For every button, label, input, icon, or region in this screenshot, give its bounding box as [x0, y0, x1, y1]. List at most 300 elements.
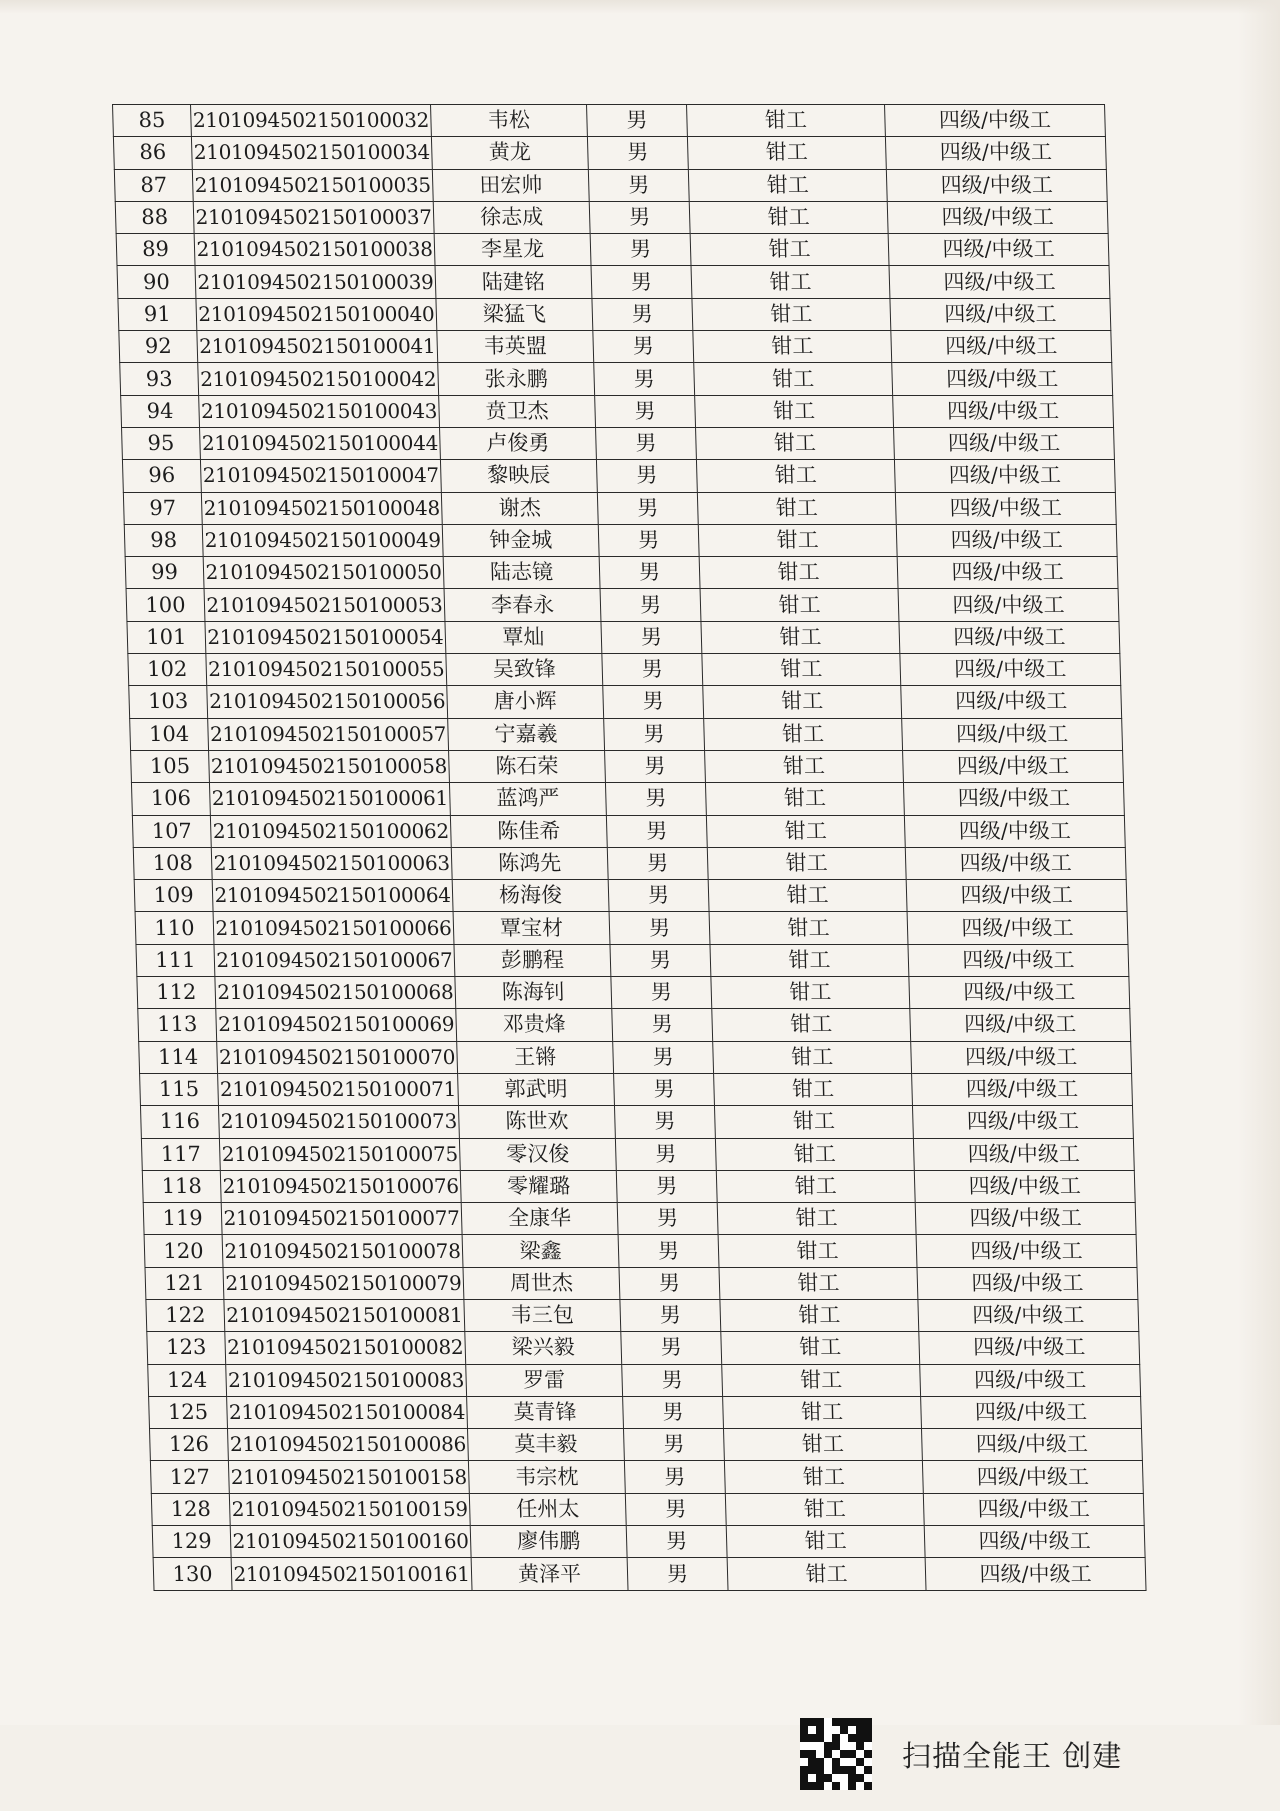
- gender-cell: 男: [598, 524, 699, 556]
- person-name-cell: 宁嘉羲: [448, 718, 605, 750]
- qr-code-icon: [800, 1718, 872, 1790]
- gender-cell: 男: [606, 815, 707, 847]
- trade-cell: 钳工: [714, 1073, 913, 1105]
- table-row: [144, 1235, 1137, 1267]
- row-number-cell: 101: [127, 621, 206, 653]
- table-row: [149, 1396, 1142, 1428]
- person-name-cell: 徐志成: [433, 201, 590, 233]
- person-name-cell: 王锵: [457, 1041, 614, 1073]
- qr-module: [816, 1758, 824, 1766]
- skill-level-cell: 四级/中级工: [906, 880, 1127, 912]
- qr-module: [848, 1782, 856, 1790]
- row-number-cell: 92: [119, 331, 198, 363]
- qr-module: [856, 1758, 864, 1766]
- row-number-cell: 116: [140, 1106, 219, 1138]
- qr-module: [856, 1766, 864, 1774]
- gender-cell: 男: [616, 1170, 717, 1202]
- person-name-cell: 陆建铭: [435, 266, 592, 298]
- qr-module: [808, 1766, 816, 1774]
- gender-cell: 男: [622, 1364, 723, 1396]
- gender-cell: 男: [589, 201, 690, 233]
- person-name-cell: 莫青锋: [467, 1396, 624, 1428]
- row-number-cell: 104: [130, 718, 209, 750]
- qr-module: [856, 1734, 864, 1742]
- row-number-cell: 127: [150, 1461, 229, 1493]
- skill-level-cell: 四级/中级工: [892, 363, 1113, 395]
- skill-level-cell: 四级/中级工: [915, 1203, 1136, 1235]
- qr-module: [856, 1782, 864, 1790]
- gender-cell: 男: [624, 1461, 725, 1493]
- trade-cell: 钳工: [713, 1041, 912, 1073]
- qr-module: [824, 1774, 832, 1782]
- skill-level-cell: 四级/中级工: [923, 1493, 1144, 1525]
- trade-cell: 钳工: [694, 363, 893, 395]
- qr-module: [808, 1734, 816, 1742]
- trade-cell: 钳工: [709, 912, 908, 944]
- skill-level-cell: 四级/中级工: [911, 1041, 1132, 1073]
- gender-cell: 男: [593, 331, 694, 363]
- qr-module: [816, 1774, 824, 1782]
- qr-module: [864, 1782, 872, 1790]
- certificate-id-cell: 2101094502150100075: [219, 1138, 460, 1170]
- trade-cell: 钳工: [723, 1396, 922, 1428]
- skill-level-cell: 四级/中级工: [901, 686, 1122, 718]
- gender-cell: 男: [624, 1429, 725, 1461]
- person-name-cell: 周世杰: [463, 1267, 620, 1299]
- trade-cell: 钳工: [719, 1267, 918, 1299]
- table-row: [146, 1299, 1139, 1331]
- row-number-cell: 91: [118, 298, 197, 330]
- table-row: [113, 137, 1106, 169]
- qr-module: [824, 1782, 832, 1790]
- gender-cell: 男: [595, 395, 696, 427]
- table-row: [124, 524, 1117, 556]
- gender-cell: 男: [605, 783, 706, 815]
- table-row: [135, 912, 1128, 944]
- person-name-cell: 蓝鸿严: [449, 783, 606, 815]
- gender-cell: 男: [588, 169, 689, 201]
- table-row: [119, 331, 1112, 363]
- certificate-id-cell: 2101094502150100082: [225, 1332, 466, 1364]
- trade-cell: 钳工: [720, 1299, 919, 1331]
- skill-level-cell: 四级/中级工: [920, 1364, 1141, 1396]
- table-row: [151, 1493, 1144, 1525]
- table-row: [138, 1009, 1131, 1041]
- qr-module: [800, 1782, 808, 1790]
- row-number-cell: 124: [148, 1364, 227, 1396]
- skill-level-cell: 四级/中级工: [909, 977, 1130, 1009]
- qr-module: [800, 1742, 808, 1750]
- row-number-cell: 114: [139, 1041, 218, 1073]
- trade-cell: 钳工: [705, 750, 904, 782]
- certificate-id-cell: 2101094502150100073: [218, 1106, 459, 1138]
- gender-cell: 男: [609, 912, 710, 944]
- skill-level-cell: 四级/中级工: [890, 298, 1111, 330]
- certificate-id-cell: 2101094502150100057: [208, 718, 449, 750]
- row-number-cell: 121: [145, 1267, 224, 1299]
- certificate-id-cell: 2101094502150100068: [215, 977, 456, 1009]
- qr-module: [824, 1726, 832, 1734]
- certificate-id-cell: 2101094502150100076: [220, 1170, 461, 1202]
- qr-module: [856, 1774, 864, 1782]
- qr-module: [856, 1742, 864, 1750]
- person-name-cell: 陆志镜: [443, 557, 600, 589]
- trade-cell: 钳工: [725, 1493, 924, 1525]
- certificate-id-cell: 2101094502150100043: [199, 395, 440, 427]
- table-row: [136, 944, 1129, 976]
- trade-cell: 钳工: [697, 492, 896, 524]
- qr-module: [832, 1782, 840, 1790]
- table-row: [147, 1332, 1140, 1364]
- skill-level-cell: 四级/中级工: [895, 492, 1116, 524]
- skill-level-cell: 四级/中级工: [918, 1299, 1139, 1331]
- person-name-cell: 任州太: [469, 1493, 626, 1525]
- trade-cell: 钳工: [716, 1170, 915, 1202]
- gender-cell: 男: [614, 1073, 715, 1105]
- gender-cell: 男: [625, 1493, 726, 1525]
- qr-module: [824, 1718, 832, 1726]
- skill-level-cell: 四级/中级工: [897, 557, 1118, 589]
- qr-module: [840, 1766, 848, 1774]
- certificate-id-cell: 2101094502150100079: [223, 1267, 464, 1299]
- certificate-id-cell: 2101094502150100077: [221, 1203, 462, 1235]
- qr-module: [832, 1766, 840, 1774]
- trade-cell: 钳工: [699, 557, 898, 589]
- trade-cell: 钳工: [691, 266, 890, 298]
- qr-module: [816, 1742, 824, 1750]
- person-name-cell: 陈佳希: [450, 815, 607, 847]
- qr-module: [864, 1742, 872, 1750]
- skill-level-cell: 四级/中级工: [886, 169, 1107, 201]
- qr-module: [808, 1758, 816, 1766]
- trade-cell: 钳工: [714, 1106, 913, 1138]
- skill-level-cell: 四级/中级工: [898, 589, 1119, 621]
- table-row: [139, 1041, 1132, 1073]
- person-name-cell: 廖伟鹏: [470, 1526, 627, 1558]
- gender-cell: 男: [587, 105, 688, 137]
- qr-module: [816, 1718, 824, 1726]
- skill-level-cell: 四级/中级工: [924, 1526, 1145, 1558]
- gender-cell: 男: [619, 1267, 720, 1299]
- skill-level-cell: 四级/中级工: [894, 460, 1115, 492]
- qr-module: [832, 1718, 840, 1726]
- table-row: [117, 266, 1110, 298]
- trade-cell: 钳工: [724, 1429, 923, 1461]
- person-name-cell: 韦英盟: [437, 331, 594, 363]
- gender-cell: 男: [591, 266, 692, 298]
- gender-cell: 男: [618, 1235, 719, 1267]
- page-top-shadow: [0, 0, 1280, 14]
- certificate-id-cell: 2101094502150100069: [216, 1009, 457, 1041]
- skill-level-cell: 四级/中级工: [894, 427, 1115, 459]
- qr-module: [816, 1766, 824, 1774]
- person-name-cell: 唐小辉: [447, 686, 604, 718]
- qr-module: [840, 1726, 848, 1734]
- scanner-watermark: 扫描全能王 创建: [902, 1738, 1123, 1773]
- certificate-id-cell: 2101094502150100161: [231, 1558, 472, 1590]
- trade-cell: 钳工: [701, 621, 900, 653]
- gender-cell: 男: [612, 1009, 713, 1041]
- certificate-id-cell: 2101094502150100053: [204, 589, 445, 621]
- gender-cell: 男: [605, 750, 706, 782]
- table-row: [121, 395, 1114, 427]
- certificate-id-cell: 2101094502150100058: [209, 750, 450, 782]
- certificate-id-cell: 2101094502150100160: [230, 1526, 471, 1558]
- skill-level-cell: 四级/中级工: [922, 1461, 1143, 1493]
- table-row: [143, 1203, 1136, 1235]
- qr-module: [864, 1758, 872, 1766]
- gender-cell: 男: [613, 1041, 714, 1073]
- qr-module: [832, 1750, 840, 1758]
- table-row: [129, 686, 1122, 718]
- gender-cell: 男: [587, 137, 688, 169]
- table-row: [131, 750, 1124, 782]
- certificate-id-cell: 2101094502150100066: [213, 912, 454, 944]
- qr-module: [864, 1726, 872, 1734]
- certificate-id-cell: 2101094502150100037: [193, 201, 434, 233]
- person-name-cell: 罗雷: [466, 1364, 623, 1396]
- gender-cell: 男: [601, 621, 702, 653]
- person-name-cell: 陈石荣: [449, 750, 606, 782]
- trade-cell: 钳工: [695, 395, 894, 427]
- row-number-cell: 87: [114, 169, 193, 201]
- skill-level-cell: 四级/中级工: [885, 137, 1106, 169]
- qr-module: [864, 1734, 872, 1742]
- trade-cell: 钳工: [693, 331, 892, 363]
- row-number-cell: 89: [116, 234, 195, 266]
- row-number-cell: 109: [134, 880, 213, 912]
- row-number-cell: 115: [140, 1073, 219, 1105]
- certificate-id-cell: 2101094502150100055: [206, 654, 447, 686]
- table-row: [148, 1364, 1141, 1396]
- gender-cell: 男: [615, 1138, 716, 1170]
- skill-level-cell: 四级/中级工: [887, 201, 1108, 233]
- person-name-cell: 卢俊勇: [440, 427, 597, 459]
- qr-module: [864, 1766, 872, 1774]
- qr-module: [832, 1742, 840, 1750]
- gender-cell: 男: [626, 1526, 727, 1558]
- qr-module: [848, 1750, 856, 1758]
- row-number-cell: 97: [123, 492, 202, 524]
- person-name-cell: 莫丰毅: [468, 1429, 625, 1461]
- person-name-cell: 梁猛飞: [436, 298, 593, 330]
- person-name-cell: 郭武明: [458, 1073, 615, 1105]
- qr-module: [800, 1734, 808, 1742]
- certificate-id-cell: 2101094502150100056: [207, 686, 448, 718]
- table-row: [114, 169, 1107, 201]
- row-number-cell: 93: [120, 363, 199, 395]
- gender-cell: 男: [617, 1203, 718, 1235]
- certificate-id-cell: 2101094502150100062: [210, 815, 451, 847]
- table-row: [113, 105, 1106, 137]
- certificate-id-cell: 2101094502150100063: [211, 847, 452, 879]
- table-row: [152, 1526, 1145, 1558]
- table-row: [140, 1106, 1133, 1138]
- trade-cell: 钳工: [711, 977, 910, 1009]
- table-row: [122, 460, 1115, 492]
- gender-cell: 男: [614, 1106, 715, 1138]
- trade-cell: 钳工: [722, 1364, 921, 1396]
- row-number-cell: 120: [144, 1235, 223, 1267]
- qr-module: [816, 1750, 824, 1758]
- gender-cell: 男: [590, 234, 691, 266]
- person-name-cell: 李星龙: [434, 234, 591, 266]
- row-number-cell: 130: [153, 1558, 232, 1590]
- qr-module: [824, 1758, 832, 1766]
- row-number-cell: 108: [133, 847, 212, 879]
- trade-cell: 钳工: [726, 1526, 925, 1558]
- table-row: [123, 492, 1116, 524]
- trade-cell: 钳工: [708, 880, 907, 912]
- trade-cell: 钳工: [706, 815, 905, 847]
- roster-table: [112, 104, 1147, 1591]
- person-name-cell: 韦三包: [464, 1299, 621, 1331]
- skill-level-cell: 四级/中级工: [907, 912, 1128, 944]
- row-number-cell: 100: [126, 589, 205, 621]
- skill-level-cell: 四级/中级工: [905, 847, 1126, 879]
- row-number-cell: 125: [149, 1396, 228, 1428]
- row-number-cell: 117: [141, 1138, 220, 1170]
- certificate-id-cell: 2101094502150100039: [195, 266, 436, 298]
- qr-module: [840, 1758, 848, 1766]
- row-number-cell: 85: [113, 105, 192, 137]
- scanner-footer: [800, 1718, 1122, 1790]
- trade-cell: 钳工: [696, 460, 895, 492]
- certificate-id-cell: 2101094502150100071: [218, 1073, 459, 1105]
- person-name-cell: 吴致锋: [446, 654, 603, 686]
- skill-level-cell: 四级/中级工: [916, 1235, 1137, 1267]
- certificate-id-cell: 2101094502150100083: [226, 1364, 467, 1396]
- table-row: [132, 815, 1125, 847]
- certificate-id-cell: 2101094502150100044: [200, 427, 441, 459]
- qr-module: [808, 1774, 816, 1782]
- certificate-id-cell: 2101094502150100032: [191, 105, 432, 137]
- certificate-id-cell: 2101094502150100035: [192, 169, 433, 201]
- gender-cell: 男: [620, 1299, 721, 1331]
- trade-cell: 钳工: [715, 1138, 914, 1170]
- qr-module: [856, 1718, 864, 1726]
- skill-level-cell: 四级/中级工: [891, 331, 1112, 363]
- certificate-id-cell: 2101094502150100040: [196, 298, 437, 330]
- person-name-cell: 黄泽平: [471, 1558, 628, 1590]
- table-row: [133, 847, 1126, 879]
- qr-module: [840, 1750, 848, 1758]
- gender-cell: 男: [596, 427, 697, 459]
- row-number-cell: 129: [152, 1526, 231, 1558]
- row-number-cell: 122: [146, 1299, 225, 1331]
- row-number-cell: 112: [137, 977, 216, 1009]
- certificate-id-cell: 2101094502150100081: [224, 1299, 465, 1331]
- person-name-cell: 陈鸿先: [451, 847, 608, 879]
- skill-level-cell: 四级/中级工: [919, 1332, 1140, 1364]
- person-name-cell: 黄龙: [431, 137, 588, 169]
- trade-cell: 钳工: [688, 169, 887, 201]
- gender-cell: 男: [597, 492, 698, 524]
- trade-cell: 钳工: [724, 1461, 923, 1493]
- person-name-cell: 张永鹏: [438, 363, 595, 395]
- person-name-cell: 陈海钊: [455, 977, 612, 1009]
- roster-table-wrapper: [112, 104, 1147, 1591]
- qr-module: [848, 1726, 856, 1734]
- roster-table-body: [113, 105, 1146, 1591]
- qr-module: [848, 1766, 856, 1774]
- row-number-cell: 105: [131, 750, 210, 782]
- gender-cell: 男: [596, 460, 697, 492]
- qr-module: [824, 1742, 832, 1750]
- row-number-cell: 111: [136, 944, 215, 976]
- skill-level-cell: 四级/中级工: [888, 234, 1109, 266]
- row-number-cell: 118: [142, 1170, 221, 1202]
- trade-cell: 钳工: [690, 234, 889, 266]
- gender-cell: 男: [594, 363, 695, 395]
- skill-level-cell: 四级/中级工: [925, 1558, 1146, 1590]
- qr-module: [848, 1758, 856, 1766]
- row-number-cell: 107: [132, 815, 211, 847]
- trade-cell: 钳工: [687, 137, 886, 169]
- gender-cell: 男: [607, 847, 708, 879]
- table-row: [130, 718, 1123, 750]
- trade-cell: 钳工: [696, 427, 895, 459]
- person-name-cell: 黎映辰: [440, 460, 597, 492]
- person-name-cell: 钟金城: [442, 524, 599, 556]
- gender-cell: 男: [592, 298, 693, 330]
- skill-level-cell: 四级/中级工: [889, 266, 1110, 298]
- skill-level-cell: 四级/中级工: [912, 1073, 1133, 1105]
- certificate-id-cell: 2101094502150100054: [205, 621, 446, 653]
- skill-level-cell: 四级/中级工: [903, 750, 1124, 782]
- gender-cell: 男: [621, 1332, 722, 1364]
- qr-module: [824, 1766, 832, 1774]
- gender-cell: 男: [611, 977, 712, 1009]
- row-number-cell: 99: [125, 557, 204, 589]
- trade-cell: 钳工: [704, 718, 903, 750]
- skill-level-cell: 四级/中级工: [903, 783, 1124, 815]
- trade-cell: 钳工: [692, 298, 891, 330]
- trade-cell: 钳工: [727, 1558, 926, 1590]
- row-number-cell: 98: [124, 524, 203, 556]
- trade-cell: 钳工: [718, 1235, 917, 1267]
- qr-module: [824, 1734, 832, 1742]
- skill-level-cell: 四级/中级工: [917, 1267, 1138, 1299]
- person-name-cell: 谢杰: [441, 492, 598, 524]
- table-row: [137, 977, 1130, 1009]
- skill-level-cell: 四级/中级工: [914, 1170, 1135, 1202]
- row-number-cell: 128: [151, 1493, 230, 1525]
- table-row: [116, 234, 1109, 266]
- qr-module: [800, 1774, 808, 1782]
- trade-cell: 钳工: [721, 1332, 920, 1364]
- person-name-cell: 彭鹏程: [454, 944, 611, 976]
- trade-cell: 钳工: [710, 944, 909, 976]
- certificate-id-cell: 2101094502150100070: [217, 1041, 458, 1073]
- certificate-id-cell: 2101094502150100084: [227, 1396, 468, 1428]
- qr-module: [816, 1734, 824, 1742]
- gender-cell: 男: [604, 718, 705, 750]
- row-number-cell: 119: [143, 1203, 222, 1235]
- skill-level-cell: 四级/中级工: [904, 815, 1125, 847]
- qr-module: [800, 1758, 808, 1766]
- table-row: [127, 621, 1120, 653]
- qr-module: [800, 1750, 808, 1758]
- table-row: [153, 1558, 1146, 1590]
- skill-level-cell: 四级/中级工: [900, 654, 1121, 686]
- gender-cell: 男: [603, 686, 704, 718]
- row-number-cell: 86: [113, 137, 192, 169]
- trade-cell: 钳工: [700, 589, 899, 621]
- trade-cell: 钳工: [705, 783, 904, 815]
- trade-cell: 钳工: [707, 847, 906, 879]
- person-name-cell: 李春永: [444, 589, 601, 621]
